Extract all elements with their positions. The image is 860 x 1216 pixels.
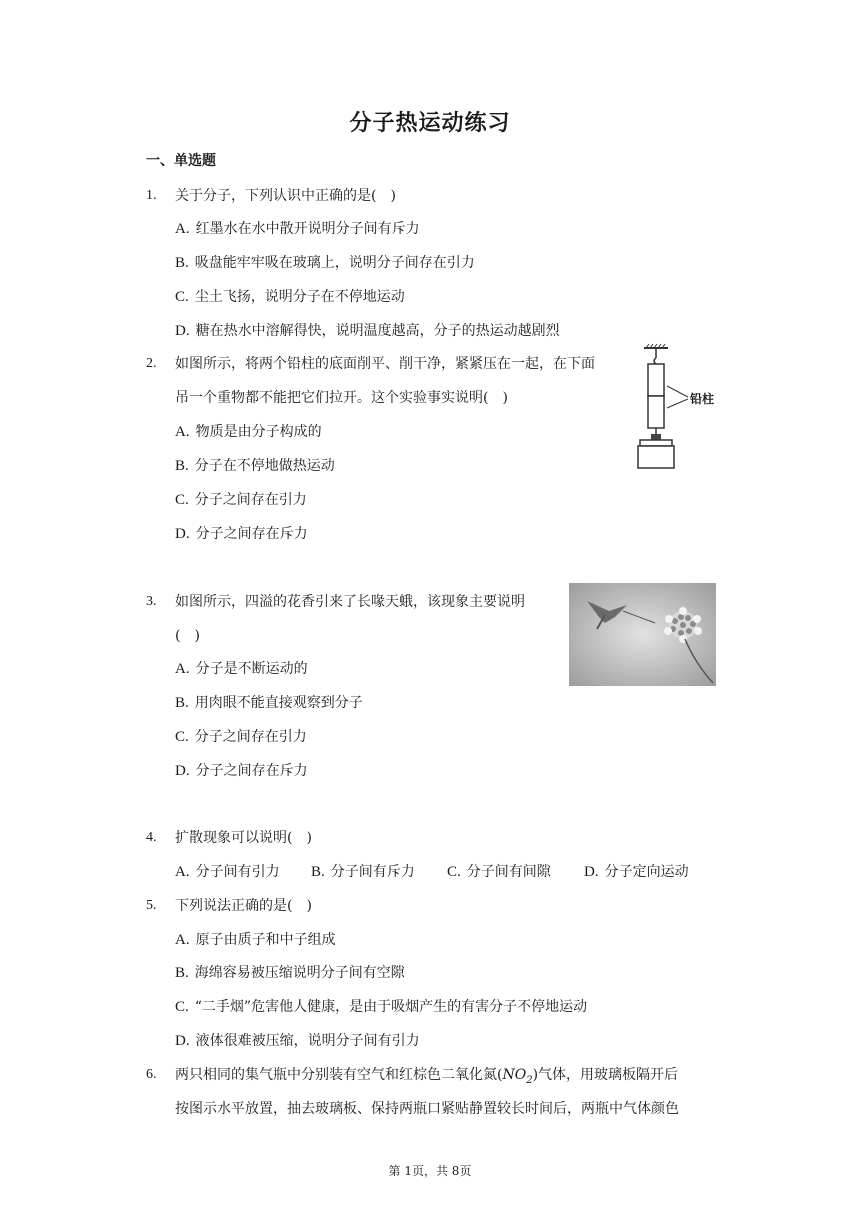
section-heading: 一、单选题: [146, 153, 216, 169]
question-3-option-b: B. 用肉眼不能直接观察到分子: [175, 695, 363, 711]
question-2-number: 2.: [146, 356, 157, 371]
question-3-option-c: C. 分子之间存在引力: [175, 729, 307, 745]
question-4-option-c: C. 分子间有间隙: [447, 864, 551, 880]
question-1-option-d: D. 糖在热水中溶解得快，说明温度越高，分子的热运动越剧烈: [175, 323, 560, 339]
question-6-number: 6.: [146, 1067, 157, 1082]
lead-cylinder-figure: [634, 342, 724, 470]
question-4-stem: 扩散现象可以说明( ): [175, 830, 312, 846]
question-5-option-d: D. 液体很难被压缩，说明分子间有引力: [175, 1033, 420, 1049]
question-6-stem-line2: 按图示水平放置，抽去玻璃板、保持两瓶口紧贴静置较长时间后，两瓶中气体颜色: [175, 1101, 679, 1117]
question-3-stem-line1: 如图所示，四溢的花香引来了长喙天蛾，该现象主要说明: [175, 594, 525, 610]
question-5-option-a: A. 原子由质子和中子组成: [175, 932, 336, 948]
question-3-option-a: A. 分子是不断运动的: [175, 661, 308, 677]
no2-formula: $NO_2$: [502, 1067, 533, 1086]
question-1-option-a: A. 红墨水在水中散开说明分子间有斥力: [175, 221, 420, 237]
question-5-stem: 下列说法正确的是( ): [175, 898, 312, 914]
page-footer: 第 1页，共 8页: [388, 1164, 472, 1178]
question-4-option-b: B. 分子间有斥力: [311, 864, 415, 880]
question-4-number: 4.: [146, 830, 157, 845]
question-1-option-c: C. 尘土飞扬，说明分子在不停地运动: [175, 289, 405, 305]
lead-cylinder-label: 铅柱: [690, 392, 715, 406]
question-2-stem-line1: 如图所示，将两个铅柱的底面削平、削干净，紧紧压在一起，在下面: [175, 356, 595, 372]
question-2-option-c: C. 分子之间存在引力: [175, 492, 307, 508]
question-4-option-a: A. 分子间有引力: [175, 864, 280, 880]
question-2-stem-line2: 吊一个重物都不能把它们拉开。这个实验事实说明( ): [175, 390, 508, 406]
question-3-option-d: D. 分子之间存在斥力: [175, 763, 308, 779]
question-5-option-c: C. “二手烟”危害他人健康，是由于吸烟产生的有害分子不停地运动: [175, 999, 588, 1015]
question-6-stem-line1: 两只相同的集气瓶中分别装有空气和红棕色二氧化氮$(NO_2)$气体，用玻璃板隔开后: [175, 1067, 679, 1086]
question-3-number: 3.: [146, 594, 157, 609]
page-title: 分子热运动练习: [349, 110, 511, 136]
question-1-number: 1.: [146, 188, 157, 203]
question-4-option-d: D. 分子定向运动: [584, 864, 689, 880]
question-2-option-d: D. 分子之间存在斥力: [175, 526, 308, 542]
question-1-stem: 关于分子，下列认识中正确的是( ): [175, 188, 396, 204]
question-3-stem-line2: ( ): [175, 628, 200, 644]
question-5-option-b: B. 海绵容易被压缩说明分子间有空隙: [175, 965, 405, 981]
moth-flower-photo: [569, 583, 716, 686]
question-2-option-a: A. 物质是由分子构成的: [175, 424, 322, 440]
question-5-number: 5.: [146, 898, 157, 913]
question-1-option-b: B. 吸盘能牢牢吸在玻璃上，说明分子间存在引力: [175, 255, 475, 271]
question-2-option-b: B. 分子在不停地做热运动: [175, 458, 335, 474]
